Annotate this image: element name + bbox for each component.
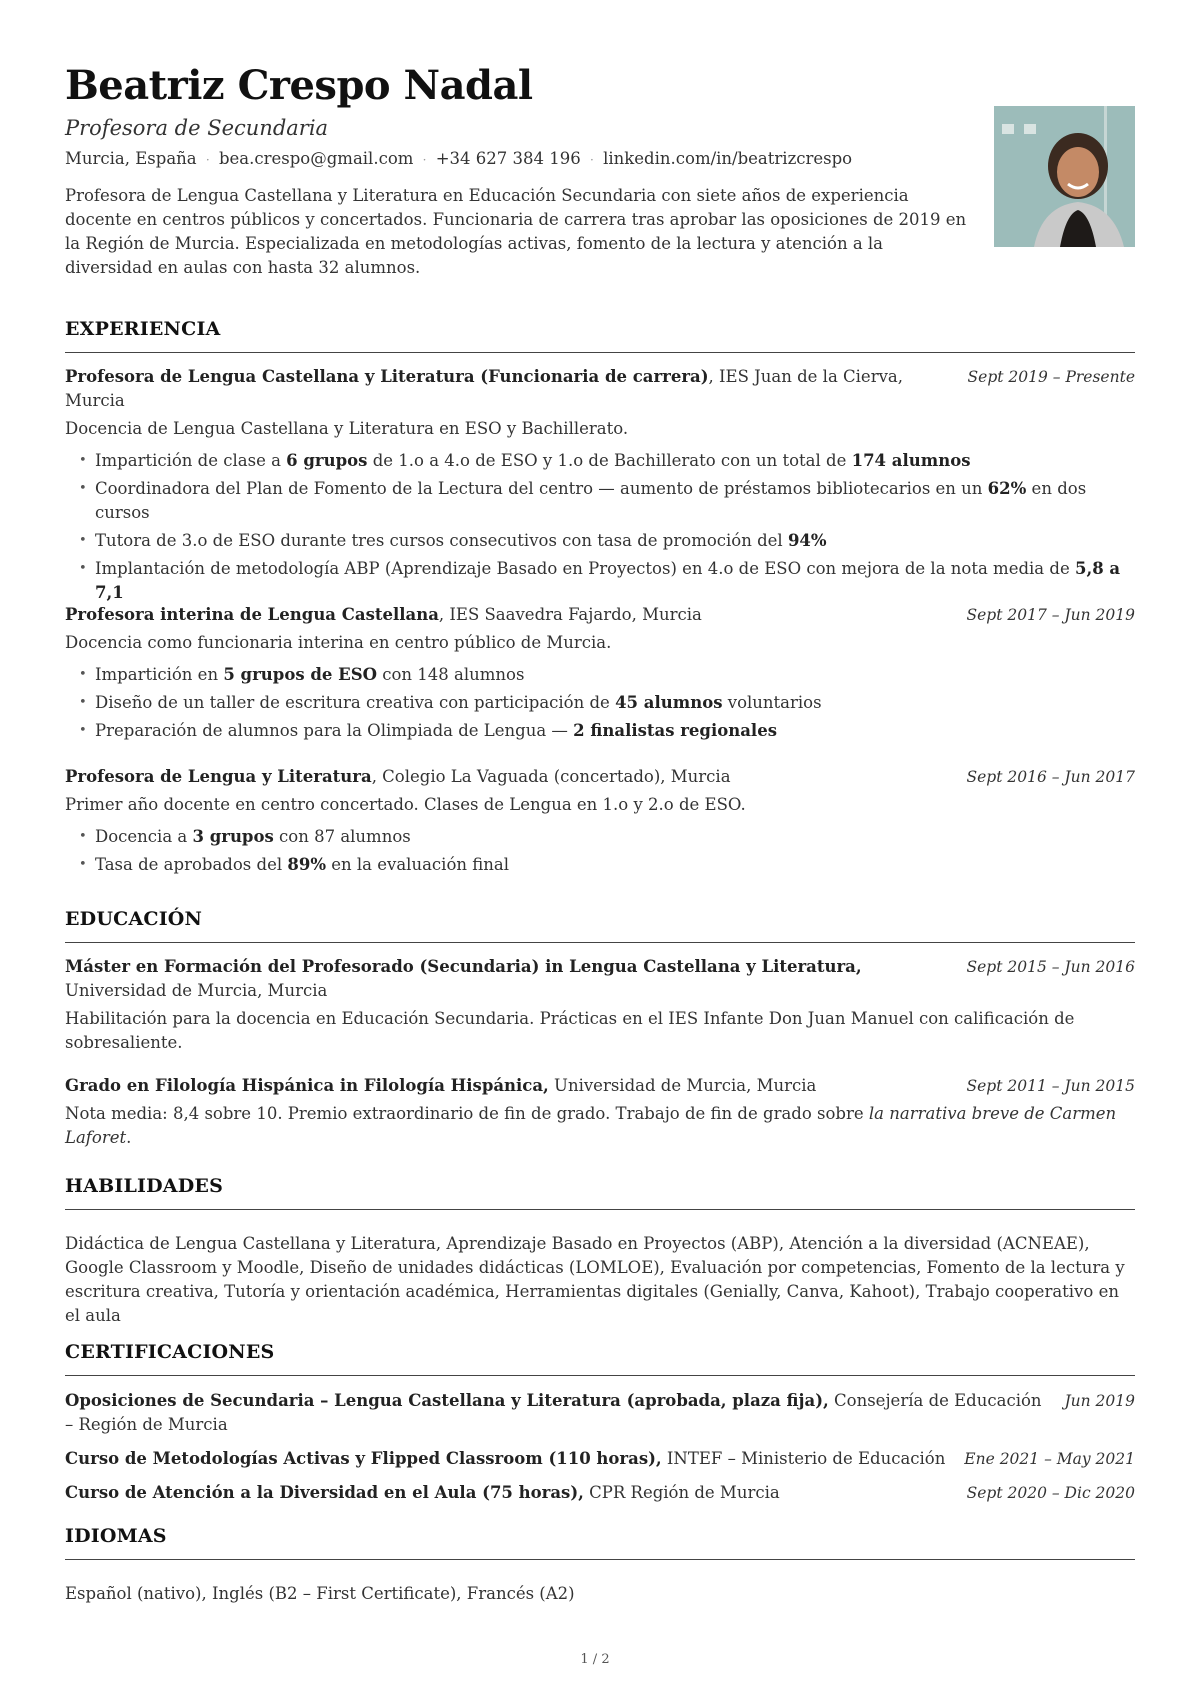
certification-date: Sept 2020 – Dic 2020 [966, 1484, 1135, 1502]
bullet-highlight: 62% [987, 479, 1027, 498]
contact-linkedin[interactable]: linkedin.com/in/beatrizcrespo [603, 149, 853, 168]
section-skills [65, 1175, 1135, 1210]
job-dates: Sept 2017 – Jun 2019 [966, 606, 1135, 624]
section-title: CERTIFICACIONES [65, 1341, 275, 1363]
certification-entry [65, 1447, 1135, 1471]
bullet-item: • Impartición en 5 grupos de ESO con 148 alumnos [95, 663, 1135, 687]
bullet-highlight: 45 alumnos [615, 693, 723, 712]
certification-entry [65, 1481, 1135, 1505]
experience-entry [65, 365, 1135, 609]
job-organization: , Colegio La Vaguada (concertado), Murcia [371, 767, 731, 786]
degree-description: Habilitación para la docencia en Educación Secundaria. Prácticas en el IES Infante Don Juan Manuel con calificación de sobresaliente. [65, 1009, 1075, 1052]
contact-separator: · [422, 153, 427, 167]
certification-issuer: INTEF – Ministerio de Educación [661, 1449, 946, 1468]
education-entry [65, 955, 1135, 1055]
section-experience [65, 318, 1135, 353]
certification-date: Jun 2019 [1064, 1392, 1135, 1410]
job-organization: , IES Juan de la Cierva, Murcia [65, 367, 903, 410]
job-bullets [65, 449, 1135, 605]
education-entry [65, 1074, 1135, 1150]
certification-entry [65, 1389, 1135, 1437]
bullet-item: • Preparación de alumnos para la Olimpiada de Lengua — 2 finalistas regionales [95, 719, 1135, 743]
section-divider [65, 352, 1135, 353]
section-title: IDIOMAS [65, 1525, 167, 1547]
degree-institution: Universidad de Murcia, Murcia [548, 1076, 817, 1095]
bullet-highlight: 6 grupos [286, 451, 368, 470]
section-divider [65, 942, 1135, 943]
job-description: Docencia de Lengua Castellana y Literatura en ESO y Bachillerato. [65, 419, 629, 438]
job-description: Primer año docente en centro concertado. Clases de Lengua en 1.o y 2.o de ESO. [65, 795, 746, 814]
bullet-highlight: 174 alumnos [851, 451, 971, 470]
job-dates: Sept 2016 – Jun 2017 [966, 768, 1135, 786]
bullet-highlight: 3 grupos [192, 827, 274, 846]
bullet-highlight: 94% [787, 531, 827, 550]
bullet-item: • Implantación de metodología ABP (Aprendizaje Basado en Proyectos) en 4.o de ESO con mejora de la nota media de 5,8 a 7,1 [95, 557, 1135, 605]
section-title: EDUCACIÓN [65, 908, 203, 930]
section-title: HABILIDADES [65, 1175, 223, 1197]
contact-email[interactable]: bea.crespo@gmail.com [218, 149, 414, 168]
job-title: Profesora de Lengua Castellana y Literatura (Funcionaria de carrera) [65, 367, 709, 386]
job-dates: Sept 2019 – Presente [967, 368, 1135, 386]
job-bullets [65, 825, 1135, 877]
certification-issuer: CPR Región de Murcia [583, 1483, 780, 1502]
degree-dates: Sept 2015 – Jun 2016 [966, 958, 1135, 976]
section-title: EXPERIENCIA [65, 318, 221, 340]
bullet-item: • Tutora de 3.o de ESO durante tres cursos consecutivos con tasa de promoción del 94% [95, 529, 1135, 553]
bullet-item: • Coordinadora del Plan de Fomento de la Lectura del centro — aumento de préstamos bibliotecarios en un 62% en dos cursos [95, 477, 1135, 525]
degree-description [65, 1102, 1135, 1150]
bullet-highlight: 2 finalistas regionales [573, 721, 777, 740]
degree-description-end: . [126, 1128, 132, 1147]
bullet-highlight: 89% [287, 855, 327, 874]
certification-title: Curso de Atención a la Diversidad en el Aula (75 horas), [65, 1483, 584, 1502]
contact-phone[interactable]: +34 627 384 196 [435, 149, 581, 168]
section-education [65, 908, 1135, 943]
bullet-item: • Docencia a 3 grupos con 87 alumnos [95, 825, 1135, 849]
languages-list: Español (nativo), Inglés (B2 – First Certificate), Francés (A2) [65, 1584, 575, 1603]
job-organization: , IES Saavedra Fajardo, Murcia [438, 605, 702, 624]
section-divider [65, 1375, 1135, 1376]
certification-date: Ene 2021 – May 2021 [964, 1450, 1135, 1468]
degree-description-text: Nota media: 8,4 sobre 10. Premio extraordinario de fin de grado. Trabajo de fin de grado sobre [65, 1104, 869, 1123]
job-title: Profesora interina de Lengua Castellana [65, 605, 439, 624]
experience-entry [65, 603, 1135, 747]
job-description: Docencia como funcionaria interina en centro público de Murcia. [65, 633, 612, 652]
experience-entry [65, 765, 1135, 881]
bullet-item: • Impartición de clase a 6 grupos de 1.o a 4.o de ESO y 1.o de Bachillerato con un total de 174 alumnos [95, 449, 1135, 473]
degree-institution: Universidad de Murcia, Murcia [65, 981, 328, 1000]
job-bullets [65, 663, 1135, 743]
contact-location: Murcia, España [65, 149, 197, 168]
profile-summary: Profesora de Lengua Castellana y Literatura en Educación Secundaria con siete años de experiencia docente en centros públicos y concertados. Funcionaria de carrera tras aprobar las oposiciones de 2019 en la Región de Murcia. Especializada en metodologías activas, fomento de la lectura y atención a la diversidad en aulas con hasta 32 alumnos. [65, 186, 967, 277]
certification-issuer: Consejería de Educación – Región de Murcia [65, 1391, 1042, 1434]
contact-separator: · [590, 153, 594, 167]
bullet-item: • Tasa de aprobados del 89% en la evaluación final [95, 853, 1135, 877]
page-number: 1 / 2 [580, 1652, 610, 1667]
bullet-highlight: 5 grupos de ESO [223, 665, 378, 684]
thesis-title: la narrativa breve de Carmen Laforet [65, 1104, 1117, 1147]
candidate-name: Beatriz Crespo Nadal [65, 62, 533, 109]
profile-photo [994, 106, 1135, 247]
section-certifications [65, 1341, 1135, 1376]
bullet-item: • Diseño de un taller de escritura creativa con participación de 45 alumnos voluntarios [95, 691, 1135, 715]
candidate-role: Profesora de Secundaria [65, 116, 329, 140]
degree-title: Grado en Filología Hispánica in Filología Hispánica, [65, 1076, 549, 1095]
contact-separator: · [205, 153, 210, 167]
skills-list: Didáctica de Lengua Castellana y Literatura, Aprendizaje Basado en Proyectos (ABP), Atención a la diversidad (ACNEAE), Google Classroom y Moodle, Diseño de unidades didácticas (LOMLOE), Evaluación por competencias, Fomento de la lectura y escritura creativa, Tutoría y orientación académica, Herramientas digitales (Genially, Canva, Kahoot), Trabajo cooperativo en el aula [65, 1234, 1125, 1325]
certification-title: Oposiciones de Secundaria – Lengua Castellana y Literatura (aprobada, plaza fija), [65, 1391, 829, 1410]
certification-title: Curso de Metodologías Activas y Flipped Classroom (110 horas), [65, 1449, 662, 1468]
job-title: Profesora de Lengua y Literatura [65, 767, 372, 786]
section-languages [65, 1525, 1135, 1560]
section-divider [65, 1559, 1135, 1560]
degree-dates: Sept 2011 – Jun 2015 [966, 1077, 1135, 1095]
portrait-image-icon [994, 106, 1135, 247]
bullet-highlight: 5,8 a 7,1 [95, 559, 1121, 602]
contact-line [65, 149, 852, 168]
section-divider [65, 1209, 1135, 1210]
degree-title: Máster en Formación del Profesorado (Secundaria) in Lengua Castellana y Literatura, [65, 957, 862, 976]
